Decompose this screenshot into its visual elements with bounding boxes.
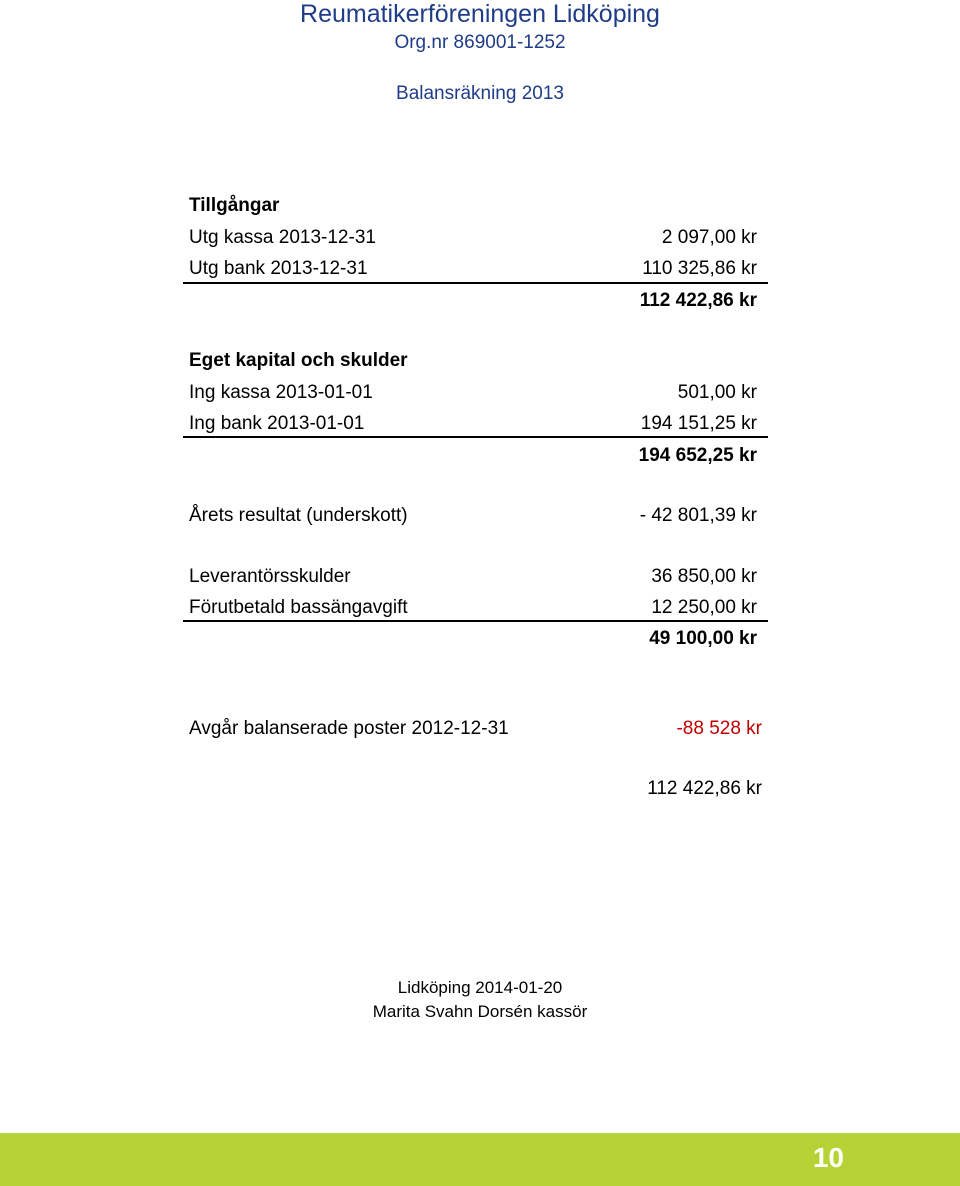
row-label: Förutbetald bassängavgift: [189, 597, 408, 618]
divider: [183, 282, 768, 284]
row-label: Utg bank 2013-12-31: [189, 258, 368, 279]
row-label: Ing kassa 2013-01-01: [189, 382, 373, 403]
signature-name: Marita Svahn Dorsén kassör: [372, 1002, 588, 1021]
grand-total: 112 422,86 kr: [647, 778, 762, 799]
row-value: 36 850,00 kr: [651, 566, 757, 587]
footer-bar: [0, 1133, 960, 1186]
result-value: - 42 801,39 kr: [639, 505, 757, 526]
deduction-value: -88 528 kr: [676, 718, 762, 739]
equity-total: 194 652,25 kr: [638, 445, 757, 466]
divider: [183, 436, 768, 438]
divider: [183, 620, 768, 622]
document-subtitle: Balansräkning 2013: [396, 83, 564, 104]
row-value: 501,00 kr: [677, 382, 757, 403]
row-value: 110 325,86 kr: [642, 258, 757, 279]
row-label: Leverantörsskulder: [189, 566, 351, 587]
row-label: Utg kassa 2013-12-31: [189, 227, 376, 248]
row-value: 12 250,00 kr: [651, 597, 757, 618]
section-heading-assets: Tillgångar: [189, 195, 280, 216]
row-value: 194 151,25 kr: [640, 413, 757, 434]
signature-place-date: Lidköping 2014-01-20: [397, 978, 563, 997]
assets-total: 112 422,86 kr: [639, 290, 757, 311]
org-number: Org.nr 869001-1252: [394, 32, 566, 53]
section-heading-equity: Eget kapital och skulder: [189, 350, 408, 371]
row-label: Ing bank 2013-01-01: [189, 413, 365, 434]
organization-title: Reumatikerföreningen Lidköping: [300, 0, 660, 28]
liabilities-total: 49 100,00 kr: [649, 628, 757, 649]
page-number: 10: [812, 1142, 844, 1173]
result-label: Årets resultat (underskott): [189, 505, 408, 526]
deduction-label: Avgår balanserade poster 2012-12-31: [189, 718, 509, 739]
row-value: 2 097,00 kr: [661, 227, 757, 248]
